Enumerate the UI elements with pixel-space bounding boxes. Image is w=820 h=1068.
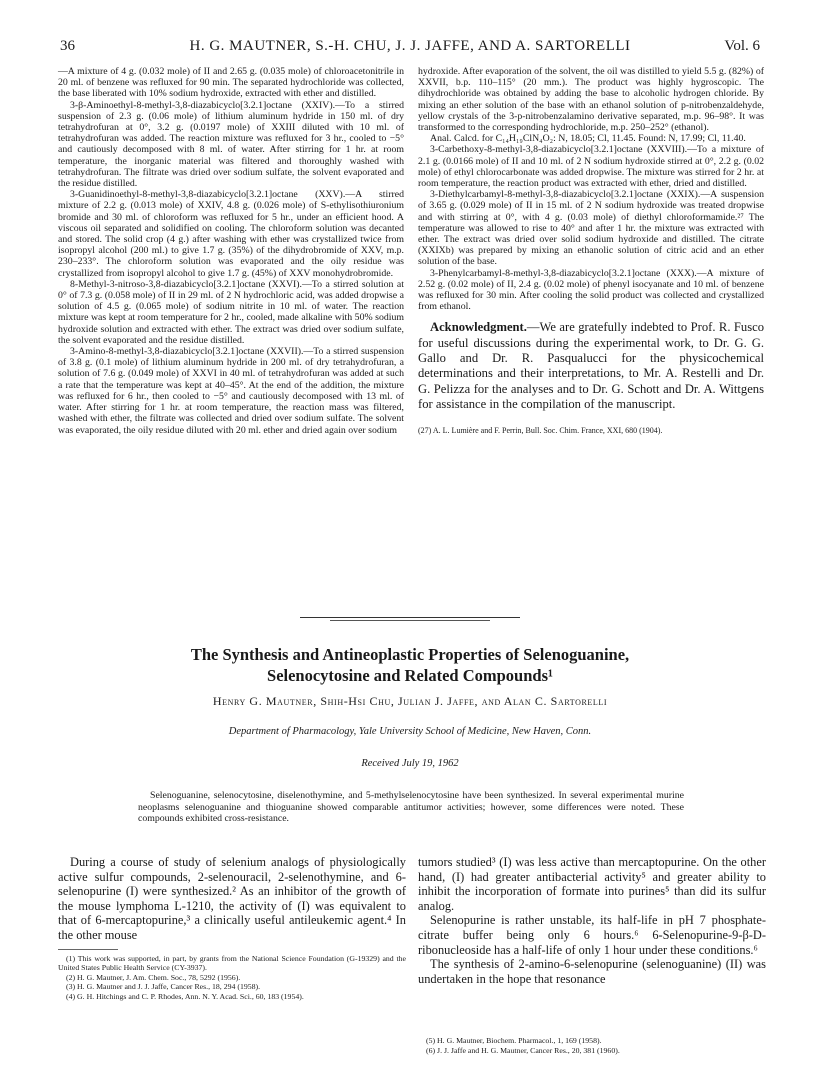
footnote-27: (27) A. L. Lumière and F. Perrin, Bull. Soc. Chim. France, XXI, 680 (1904). [418, 426, 663, 436]
footnote: (2) H. G. Mautner, J. Am. Chem. Soc., 78, 5292 (1956). [66, 972, 241, 982]
article-affiliation: Department of Pharmacology, Yale University School of Medicine, New Haven, Conn. [228, 726, 592, 737]
footnote: (5) H. G. Mautner, Biochem. Pharmacol., 1, 169 (1958). [426, 1036, 602, 1045]
paragraph: 8-Methyl-3-nitroso-3,8-diazabicyclo[3.2.1]octane (XXVI).—To a stirred solution at 0° of 7.3 g. (0.058 mole) of II in 29 ml. of 2 N hydrochloric acid, was added dropwise a solution of 4.5 g. (0.065 mole) of sodium nitrite in 10 ml. of water. The reaction mixture was kept at room temperature for 2 hr., cooled, made alkaline with 50% sodium hydroxide solution and extracted with ether. The extract was dried over sodium sulfate, the solvent evaporated and the residue distilled. [58, 278, 404, 346]
article-authors: Henry G. Mautner, Shih-Hsi Chu, Julian J. Jaffe, and Alan C. Sartorelli [212, 694, 608, 708]
acknowledgment-text: —We are gratefully indebted to Prof. R. Fusco for useful discussions during the experimental work, to Dr. G. G. Gallo and Dr. R. Pasqualucci for the physicochemical determinations and their interpretations, to Mr. A. Restelli and Dr. G. Pelizza for the analyses and to Dr. G. Schott and Dr. A. Wittgens for assistance in the compilation of the manuscript. [418, 320, 764, 411]
article-title [60, 644, 760, 686]
section-divider [300, 617, 520, 618]
acknowledgment-heading: Acknowledgment. [430, 320, 527, 335]
acknowledgment [418, 320, 764, 412]
volume-label: Vol. 6 [724, 38, 760, 54]
paragraph: 3-Phenylcarbamyl-8-methyl-3,8-diazabicyclo[3.2.1]octane (XXX).—A mixture of 2.52 g. (0.02 mole) of II, 2.4 g. (0.02 mole) of phenyl isocyanate and 10 ml. of benzene was refluxed for 30 min. After cooling the solid product was collected and crystallized from ethanol. [418, 267, 764, 313]
paragraph: 3-Guanidinoethyl-8-methyl-3,8-diazabicyclo[3.2.1]octane (XXV).—A stirred mixture of 2.2 g. (0.013 mole) of XXIV, 4.8 g. (0.026 mole) of S-ethylisothiuronium bromide and 30 ml. of chloroform was refluxed for 5 hr., under an efficient hood. A viscous oil separated and solidified on cooling. The chloroform solution was decanted and stored. The solid crop (4 g.) after washing with ether was crystallized twice from isopropyl alcohol (200 ml.) to give 1.7 g. (35%) of the dihydrobromide of XXV, m.p. 230–233°. The chloroform solution was evaporated and the oily residue was crystallized from isopropyl alcohol to give 1.7 g. (45%) of XXV monohydrobromide. [58, 189, 404, 279]
footnote-rule [58, 949, 118, 950]
received-date: Received July 19, 1962 [361, 758, 459, 769]
footnotes-right [418, 1036, 766, 1055]
footnotes-left [58, 954, 406, 1002]
analysis-line: Anal. Calcd. for C₁₄H₁₉ClN₄O₂: N, 18.05; Cl, 11.45. Found: N, 17.99; Cl, 11.40. [430, 133, 746, 145]
paragraph: hydroxide. After evaporation of the solvent, the oil was distilled to yield 5.5 g. (82%) of XXVII, b.p. 110–115° (20 mm.). The product was highly hygroscopic. The dihydrochloride was obtained by adding the base to alcoholic hydrogen chloride. By mixing an ether solution of the base with an ethanol solution of p-nitrobenzaldehyde, yellow crystals of the 3-p-nitrobenzalamino derivative separated, m.p. 96–98°. It was transformed to the corresponding hydrochloride, m.p. 250–252° (ethanol). [418, 66, 764, 134]
paragraph: The synthesis of 2-amino-6-selenopurine (selenoguanine) (II) was undertaken in the hope that resonance [418, 957, 766, 986]
paragraph: 3-Carbethoxy-8-methyl-3,8-diazabicyclo[3.2.1]octane (XXVIII).—To a mixture of 2.1 g. (0.0166 mole) of II and 10 ml. of 2 N sodium hydroxide stirred at 0°, 2.2 g. (0.02 mole) of ethyl chlorocarbonate was added dropwise. The mixture was stirred for 2 hr. at room temperature, the reaction product was extracted with ether, dried and distilled. [418, 144, 764, 190]
paragraph: tumors studied³ (I) was less active than mercaptopurine. On the other hand, (I) had greater antibacterial activity⁵ and greater ability to inhibit the incorporation of formate into purines⁵ than did its sulfur analog. [418, 855, 766, 913]
abstract: Selenoguanine, selenocytosine, diselenothymine, and 5-methylselenocytosine have been synthesized. In several experimental murine neoplasms selenoguanine and thioguanine showed comparable antitumor activities; however, some differences were noted. These compounds exhibited cross-resistance. [138, 790, 684, 825]
title-line-2: Selenocytosine and Related Compounds¹ [267, 666, 553, 685]
page-number: 36 [60, 38, 75, 54]
paragraph: During a course of study of selenium analogs of physiologically active sulfur compounds, 2-selenouracil, 2-selenothymine, and 6-selenopurine (I) were synthesized.² As an inhibitor of the growth of the mouse lymphoma L-1210, the activity of (I) was equivalent to that of 6-mercaptopurine,³ a clinically useful antileukemic agent.⁴ In the other mouse [58, 855, 406, 942]
section-divider-thin [330, 620, 490, 621]
paragraph: 3-Diethylcarbamyl-8-methyl-3,8-diazabicyclo[3.2.1]octane (XXIX).—A suspension of 3.65 g. (0.029 mole) of II in 15 ml. of 2 N sodium hydroxide was treated dropwise and with stirring at 0°, with 4 g. (0.03 mole) of diethyl chloroformamide.²⁷ The temperature was allowed to rise to 40° and after 1 hr. the mixture was extracted with ether. The extract was dried over solid sodium hydroxide and distilled. The citrate (XXIXb) was prepared by mixing an ethanolic solution of citric acid and an ether solution of the base. [418, 189, 764, 268]
body-right-column [418, 855, 766, 986]
running-header [60, 38, 760, 56]
paragraph: 3-β-Aminoethyl-8-methyl-3,8-diazabicyclo[3.2.1]octane (XXIV).—To a stirred suspension of 2.3 g. (0.06 mole) of lithium aluminum hydride in 150 ml. of dry tetrahydrofuran at 0°, 3.2 g. (0.0197 mole) of XXIII diluted with 10 ml. of tetrahydrofuran was added. The reaction mixture was refluxed for 3 hr., cooled to −5° and cautiously decomposed with 8 ml. of water. After stirring for 1 hr. at room temperature, the inorganic material was filtered and thoroughly washed with tetrahydrofuran. The filtrate was dried over sodium sulfate, the solvent evaporated and the residue distilled. [58, 99, 404, 190]
top-right-column [418, 66, 764, 436]
top-left-column [58, 66, 404, 436]
paragraph: —A mixture of 4 g. (0.032 mole) of II and 2.65 g. (0.035 mole) of chloroacetonitrile in 20 ml. of benzene was refluxed for 90 min. The separated hydrochloride was collected, the base liberated with 10% sodium hydroxide, extracted with ether and distilled. [58, 66, 404, 100]
footnote: (4) G. H. Hitchings and C. P. Rhodes, Ann. N. Y. Acad. Sci., 60, 183 (1954). [66, 991, 304, 1001]
paragraph: 3-Amino-8-methyl-3,8-diazabicyclo[3.2.1]octane (XXVII).—To a stirred suspension of 3.8 g. (0.1 mole) of lithium aluminum hydride in 200 ml. of dry tetrahydrofuran, a solution of 7.6 g. (0.049 mole) of XXVI in 40 ml. of tetrahydrofuran was added at such a rate that the temperature was kept at 40–45°. At the end of the addition, the mixture was refluxed for 6 hr., then cooled to −5° and cautiously decomposed with 13 ml. of water. After stirring for 1 hr. at room temperature, the reaction mass was filtered, washed with ether, the filtrate was collected and dried over sodium sulfate. The solvent was evaporated, the oily residue diluted with 20 ml. ether and dried again over sodium [58, 346, 404, 436]
running-title: H. G. MAUTNER, S.-H. CHU, J. J. JAFFE, AND A. SARTORELLI [189, 38, 631, 54]
body-left-column [58, 855, 406, 1002]
paragraph: Selenopurine is rather unstable, its half-life in pH 7 phosphate-citrate buffer being only 6 hours.⁶ 6-Selenopurine-9-β-D-ribonucleoside has a half-life of only 1 hour under these conditions.⁶ [418, 913, 766, 957]
footnote: (1) This work was supported, in part, by grants from the National Science Foundation (G-19329) and the United States Public Health Service (CY-3937). [58, 953, 406, 973]
footnote: (3) H. G. Mautner and J. J. Jaffe, Cancer Res., 18, 294 (1958). [66, 982, 261, 992]
footnote: (6) J. J. Jaffe and H. G. Mautner, Cancer Res., 20, 381 (1960). [426, 1045, 620, 1055]
title-line-1: The Synthesis and Antineoplastic Properties of Selenoguanine, [190, 645, 630, 664]
